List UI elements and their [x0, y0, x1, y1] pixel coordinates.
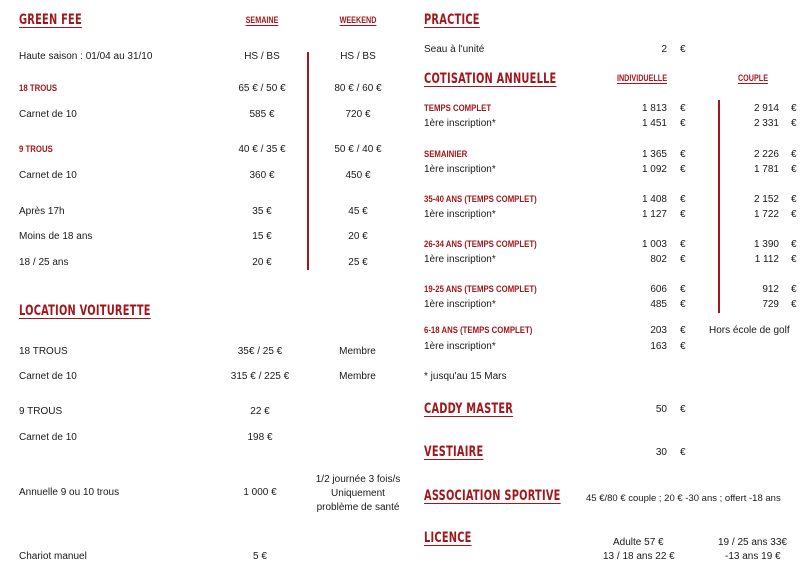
caddy-value: 50	[655, 404, 667, 415]
licence-adulte: Adulte 57 €	[613, 537, 664, 548]
location-r5-price: 1 000 €	[243, 487, 277, 498]
cotisation-row-1-couple-first-currency: €	[791, 118, 797, 129]
col-header-weekend: WEEKEND	[339, 15, 377, 25]
cotisation-row-2-name: SEMAINIER	[424, 149, 468, 160]
trous9-weekend: 50 € / 40 €	[334, 144, 382, 155]
cotisation-footnote: * jusqu'au 15 Mars	[424, 371, 507, 382]
apres17-weekend: 45 €	[348, 206, 368, 217]
licence-13-18: 13 / 18 ans 22 €	[603, 551, 675, 562]
location-r5-note1: 1/2 journée 3 fois/s	[315, 474, 401, 485]
cotisation-row-2-couple-currency: €	[791, 149, 797, 160]
trous9-label: 9 TROUS	[19, 144, 53, 155]
cotisation-row-5-indiv: 606	[650, 284, 667, 295]
haute-saison-label: Haute saison : 01/04 au 31/10	[19, 51, 153, 62]
carnet9-semaine: 360 €	[249, 170, 275, 181]
cotisation-row-5-couple: 912	[762, 284, 779, 295]
caddy-currency: €	[680, 404, 686, 415]
trous18-weekend: 80 € / 60 €	[334, 83, 382, 94]
cotisation-row-5-indiv-first: 485	[650, 299, 667, 310]
licence-moins-13: -13 ans 19 €	[725, 551, 781, 562]
cotisation-row-6-indiv: 203	[650, 325, 667, 336]
location-r4-price: 198 €	[247, 432, 273, 443]
cotisation-row-4-couple-first: 1 112	[754, 254, 779, 265]
caddy-title: CADDY MASTER	[424, 401, 514, 417]
cotisation-row-3-indiv-first-currency: €	[680, 209, 686, 220]
cotisation-row-1-couple-currency: €	[791, 103, 797, 114]
location-r4-label: Carnet de 10	[19, 432, 77, 443]
location-r1-label: 18 TROUS	[19, 346, 68, 357]
location-r2-price: 315 € / 225 €	[230, 371, 290, 382]
carnet9-label: Carnet de 10	[19, 170, 77, 181]
cotisation-row-4-couple-currency: €	[791, 239, 797, 250]
location-r1-price: 35€ / 25 €	[237, 346, 283, 357]
col-header-couple: COUPLE	[737, 73, 768, 83]
apres17-semaine: 35 €	[252, 206, 272, 217]
licence-title: LICENCE	[424, 530, 472, 546]
cotisation-row-2-indiv: 1 365	[641, 149, 667, 160]
location-r2-note: Membre	[339, 371, 376, 382]
practice-value: 2	[661, 44, 667, 55]
location-r3-price: 22 €	[250, 406, 270, 417]
cotisation-row-1-couple: 2 914	[753, 103, 779, 114]
cotisation-row-3-indiv-first: 1 127	[641, 209, 667, 220]
cotisation-row-2-indiv-first-currency: €	[680, 164, 686, 175]
haute-saison-semaine: HS / BS	[244, 51, 280, 62]
cotisation-row-1-first-label: 1ère inscription*	[424, 118, 496, 129]
location-r5-note3: problème de santé	[316, 502, 400, 513]
association-text: 45 €/80 € couple ; 20 € -30 ans ; offert -18 ans	[586, 493, 781, 504]
trous18-label: 18 TROUS	[19, 83, 58, 94]
cotisation-row-5-first-label: 1ère inscription*	[424, 299, 496, 310]
cotisation-row-1-indiv: 1 813	[641, 103, 667, 114]
location-r2-label: Carnet de 10	[19, 371, 77, 382]
cotisation-row-2-first-label: 1ère inscription*	[424, 164, 496, 175]
cotisation-row-5-couple-first: 729	[762, 299, 779, 310]
cotisation-row-4-couple: 1 390	[753, 239, 779, 250]
cotisation-row-6-couple-note: Hors école de golf	[709, 325, 790, 336]
practice-title: PRACTICE	[424, 12, 480, 28]
jeunes-weekend: 25 €	[348, 257, 368, 268]
cotisation-row-6-first-label: 1ère inscription*	[424, 341, 496, 352]
carnet18-weekend: 720 €	[345, 109, 371, 120]
cotisation-row-1-indiv-first: 1 451	[641, 118, 667, 129]
green-fee-title: GREEN FEE	[19, 12, 82, 28]
cotisation-row-4-name: 26-34 ANS (TEMPS COMPLET)	[424, 239, 537, 250]
location-r6-label: Chariot manuel	[19, 551, 87, 562]
cotisation-row-5-couple-currency: €	[791, 284, 797, 295]
cotisation-row-1-name: TEMPS COMPLET	[424, 103, 492, 114]
vestiaire-value: 30	[655, 447, 667, 458]
vestiaire-currency: €	[680, 447, 686, 458]
carnet18-semaine: 585 €	[249, 109, 275, 120]
cotisation-row-5-indiv-first-currency: €	[680, 299, 686, 310]
vestiaire-title: VESTIAIRE	[424, 444, 484, 460]
col-header-individuelle: INDIVIDUELLE	[616, 73, 667, 83]
cotisation-row-3-indiv: 1 408	[641, 194, 667, 205]
carnet18-label: Carnet de 10	[19, 109, 77, 120]
location-title: LOCATION VOITURETTE	[19, 303, 151, 319]
green-fee-divider	[307, 52, 309, 270]
location-r1-note: Membre	[339, 346, 376, 357]
col-header-semaine: SEMAINE	[245, 15, 279, 25]
cotisation-row-3-couple-first-currency: €	[791, 209, 797, 220]
licence-19-25: 19 / 25 ans 33€	[718, 537, 787, 548]
association-title: ASSOCIATION SPORTIVE	[424, 488, 561, 504]
moins18-weekend: 20 €	[348, 231, 368, 242]
cotisation-row-4-indiv-currency: €	[680, 239, 686, 250]
location-r3-label: 9 TROUS	[19, 406, 63, 417]
apres17-label: Après 17h	[19, 206, 65, 217]
cotisation-row-2-indiv-first: 1 092	[641, 164, 667, 175]
practice-currency: €	[680, 44, 686, 55]
cotisation-row-4-indiv-first-currency: €	[680, 254, 686, 265]
location-r5-note2: Uniquement	[331, 488, 385, 499]
cotisation-row-3-couple-first: 1 722	[753, 209, 779, 220]
location-r6-price: 5 €	[253, 551, 267, 562]
moins18-semaine: 15 €	[252, 231, 272, 242]
cotisation-title: COTISATION ANNUELLE	[424, 71, 557, 87]
cotisation-row-3-first-label: 1ère inscription*	[424, 209, 496, 220]
trous18-semaine: 65 € / 50 €	[238, 83, 286, 94]
cotisation-row-4-indiv-first: 802	[650, 254, 667, 265]
cotisation-row-3-couple: 2 152	[753, 194, 779, 205]
cotisation-row-2-couple-first-currency: €	[791, 164, 797, 175]
cotisation-row-6-indiv-first-currency: €	[680, 341, 686, 352]
moins18-label: Moins de 18 ans	[19, 231, 93, 242]
cotisation-row-1-indiv-currency: €	[680, 103, 686, 114]
jeunes-label: 18 / 25 ans	[19, 257, 69, 268]
practice-label: Seau à l'unité	[424, 44, 485, 55]
cotisation-row-1-indiv-first-currency: €	[680, 118, 686, 129]
cotisation-row-1-couple-first: 2 331	[753, 118, 779, 129]
cotisation-row-3-indiv-currency: €	[680, 194, 686, 205]
cotisation-row-2-couple-first: 1 781	[753, 164, 779, 175]
trous9-semaine: 40 € / 35 €	[238, 144, 286, 155]
jeunes-semaine: 20 €	[252, 257, 272, 268]
cotisation-row-6-name: 6-18 ANS (TEMPS COMPLET)	[424, 325, 533, 336]
carnet9-weekend: 450 €	[345, 170, 371, 181]
cotisation-row-2-couple: 2 226	[753, 149, 779, 160]
cotisation-row-6-indiv-currency: €	[680, 325, 686, 336]
cotisation-row-3-couple-currency: €	[791, 194, 797, 205]
cotisation-row-5-indiv-currency: €	[680, 284, 686, 295]
cotisation-row-5-name: 19-25 ANS (TEMPS COMPLET)	[424, 284, 537, 295]
cotisation-row-3-name: 35-40 ANS (TEMPS COMPLET)	[424, 194, 537, 205]
cotisation-row-2-indiv-currency: €	[680, 149, 686, 160]
cotisation-divider	[718, 100, 720, 313]
cotisation-row-4-first-label: 1ère inscription*	[424, 254, 496, 265]
haute-saison-weekend: HS / BS	[340, 51, 376, 62]
cotisation-row-5-couple-first-currency: €	[791, 299, 797, 310]
cotisation-row-4-indiv: 1 003	[641, 239, 667, 250]
cotisation-row-6-indiv-first: 163	[650, 341, 667, 352]
location-r5-label: Annuelle 9 ou 10 trous	[19, 487, 120, 498]
cotisation-row-4-couple-first-currency: €	[791, 254, 797, 265]
